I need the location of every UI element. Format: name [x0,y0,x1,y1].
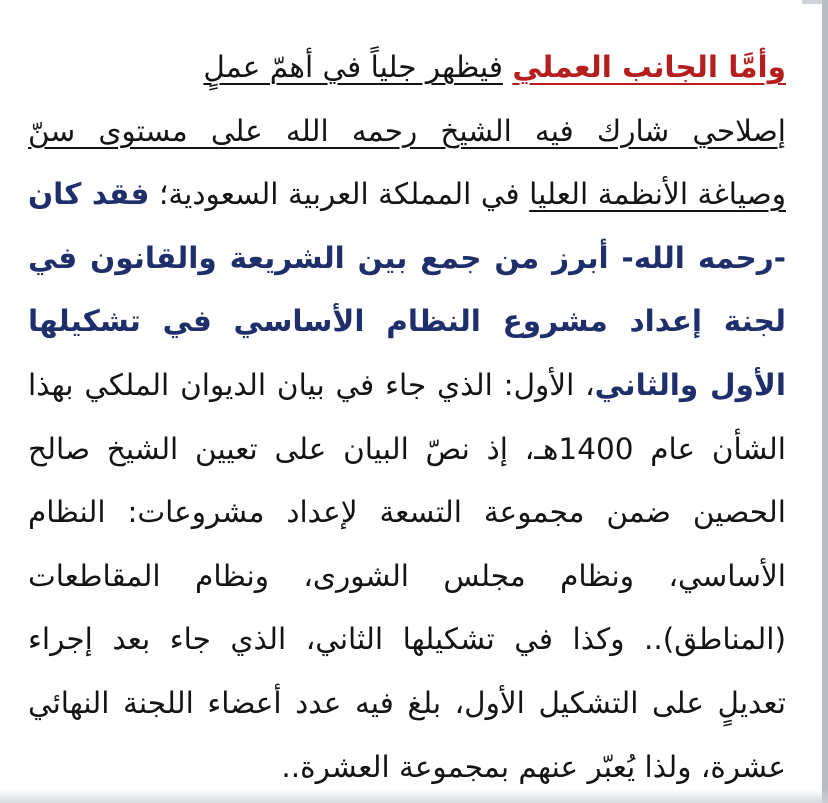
text-line-7 [28,418,786,482]
highlighted-text: -رحمه الله- أبرز من جمع بين الشريعة والقانون في [28,240,786,275]
text-line-8 [28,481,786,545]
text-segment: ، الأول: الذي جاء في بيان الديوان الملكي بهذا [28,367,595,402]
page-bottom-shadow [0,789,828,803]
text-line-9 [28,545,786,609]
text-line-3 [28,163,786,227]
text-segment: عشرة، ولذا يُعبّر عنهم بمجموعة العشرة.. [281,749,786,784]
text-segment: فيظهر جلياً في أهمّ عملٍ [203,50,503,84]
highlighted-text: فقد كان [28,177,150,212]
practical-aspect-heading: وأمَّا الجانب العملي [512,50,786,84]
text-line-11 [28,672,786,736]
text-line-4 [28,227,786,291]
text-line-2 [28,100,786,164]
text-segment: وصياغة الأنظمة العليا [529,177,786,212]
text-segment: الأساسي، ونظام مجلس الشورى، ونظام المقاطعات [28,558,786,593]
text-segment: الحصين ضمن مجموعة التسعة لإعداد مشروعات: النظام [28,495,786,530]
text-space [503,50,512,84]
text-segment: الشأن عام 1400هـ، إذ نصّ البيان على تعيين الشيخ صالح [28,431,786,466]
arabic-paragraph [28,36,786,799]
page-frame-edge [822,0,828,803]
text-segment: إصلاحي شارك فيه الشيخ رحمه الله على مستوى سنّ [28,113,786,148]
highlighted-text: لجنة إعداد مشروع النظام الأساسي في تشكيلها [28,304,786,339]
text-line-10 [28,608,786,672]
text-line-6 [28,354,786,418]
text-line-5 [28,290,786,354]
text-line-1 [28,36,786,100]
text-segment: في المملكة العربية السعودية؛ [149,177,530,212]
text-segment: (المناطق).. وكذا في تشكيلها الثاني، الذي جاء بعد إجراء [28,622,786,657]
text-segment: تعديلٍ على التشكيل الأول، بلغ فيه عدد أعضاء اللجنة النهائي [28,685,786,720]
highlighted-text: الأول والثاني [594,367,786,402]
